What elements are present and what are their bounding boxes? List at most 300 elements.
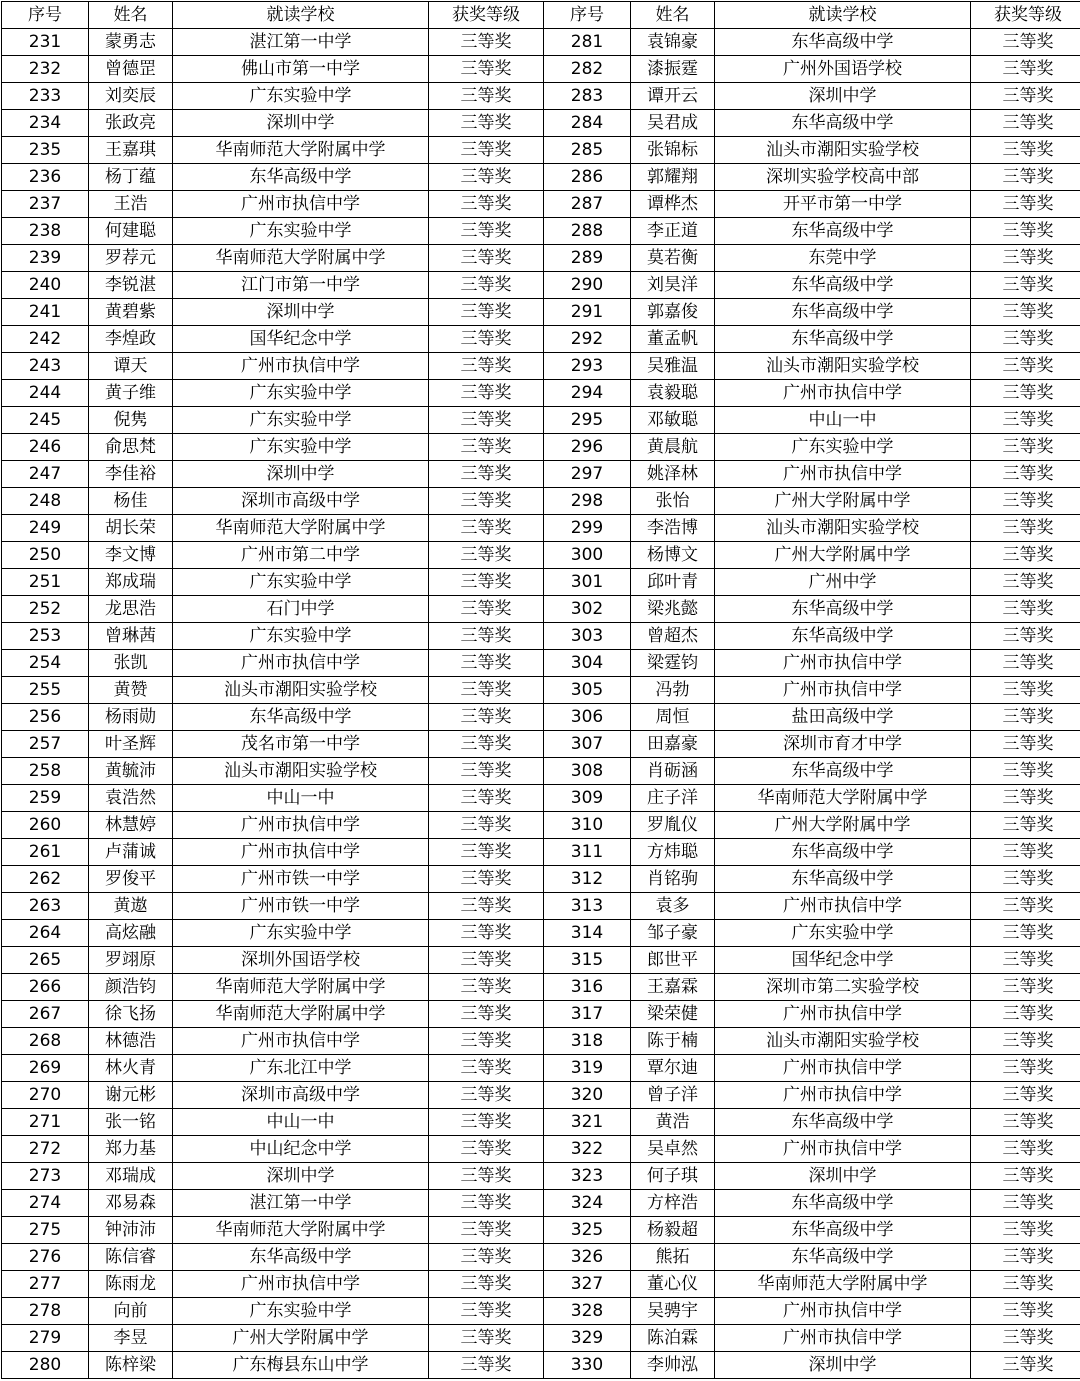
- cell-number: 297: [544, 461, 631, 488]
- table-row: [2, 623, 1080, 650]
- table-row: [2, 137, 1080, 164]
- cell-number: 310: [544, 812, 631, 839]
- cell-number: 241: [2, 299, 89, 326]
- cell-school: 广州市执信中学: [715, 1136, 971, 1163]
- table-row: [2, 1109, 1080, 1136]
- cell-award-level: 三等奖: [971, 569, 1080, 596]
- cell-award-level: 三等奖: [971, 326, 1080, 353]
- cell-award-level: 三等奖: [971, 272, 1080, 299]
- cell-award-level: 三等奖: [971, 29, 1080, 56]
- cell-award-level: 三等奖: [971, 1109, 1080, 1136]
- cell-number: 281: [544, 29, 631, 56]
- cell-number: 264: [2, 920, 89, 947]
- cell-name: 庄子洋: [631, 785, 715, 812]
- cell-award-level: 三等奖: [429, 1217, 544, 1244]
- cell-school: 广州市执信中学: [715, 1055, 971, 1082]
- cell-award-level: 三等奖: [429, 1082, 544, 1109]
- cell-name: 徐飞扬: [89, 1001, 173, 1028]
- cell-name: 陈信睿: [89, 1244, 173, 1271]
- table-row: [2, 1082, 1080, 1109]
- table-row: [2, 1217, 1080, 1244]
- cell-school: 深圳中学: [173, 1163, 429, 1190]
- cell-name: 李浩博: [631, 515, 715, 542]
- cell-school: 汕头市潮阳实验学校: [715, 353, 971, 380]
- cell-school: 广州市执信中学: [173, 839, 429, 866]
- cell-school: 东华高级中学: [173, 704, 429, 731]
- header-award-level: 获奖等级: [429, 2, 544, 29]
- cell-name: 邹子豪: [631, 920, 715, 947]
- cell-school: 华南师范大学附属中学: [173, 974, 429, 1001]
- cell-number: 234: [2, 110, 89, 137]
- cell-school: 深圳中学: [715, 83, 971, 110]
- cell-school: 东莞中学: [715, 245, 971, 272]
- cell-number: 257: [2, 731, 89, 758]
- table-row: [2, 785, 1080, 812]
- cell-name: 张政亮: [89, 110, 173, 137]
- cell-school: 广州市执信中学: [715, 677, 971, 704]
- cell-number: 302: [544, 596, 631, 623]
- cell-number: 305: [544, 677, 631, 704]
- cell-school: 国华纪念中学: [715, 947, 971, 974]
- cell-school: 中山一中: [715, 407, 971, 434]
- cell-school: 汕头市潮阳实验学校: [715, 137, 971, 164]
- cell-number: 317: [544, 1001, 631, 1028]
- cell-award-level: 三等奖: [971, 1190, 1080, 1217]
- cell-school: 广东实验中学: [173, 380, 429, 407]
- table-row: [2, 245, 1080, 272]
- cell-number: 290: [544, 272, 631, 299]
- table-row: [2, 1271, 1080, 1298]
- cell-school: 华南师范大学附属中学: [173, 515, 429, 542]
- cell-award-level: 三等奖: [429, 1244, 544, 1271]
- cell-school: 广州大学附属中学: [173, 1325, 429, 1352]
- cell-award-level: 三等奖: [971, 812, 1080, 839]
- cell-school: 汕头市潮阳实验学校: [173, 758, 429, 785]
- cell-award-level: 三等奖: [429, 677, 544, 704]
- cell-award-level: 三等奖: [429, 569, 544, 596]
- cell-number: 282: [544, 56, 631, 83]
- cell-award-level: 三等奖: [971, 56, 1080, 83]
- table-row: [2, 650, 1080, 677]
- cell-name: 邱叶青: [631, 569, 715, 596]
- cell-award-level: 三等奖: [971, 758, 1080, 785]
- cell-award-level: 三等奖: [429, 1352, 544, 1379]
- cell-number: 273: [2, 1163, 89, 1190]
- cell-number: 274: [2, 1190, 89, 1217]
- cell-number: 308: [544, 758, 631, 785]
- cell-name: 曾子洋: [631, 1082, 715, 1109]
- cell-school: 中山一中: [173, 1109, 429, 1136]
- cell-number: 248: [2, 488, 89, 515]
- table-row: [2, 1298, 1080, 1325]
- cell-award-level: 三等奖: [971, 1217, 1080, 1244]
- cell-award-level: 三等奖: [429, 947, 544, 974]
- cell-school: 东华高级中学: [715, 29, 971, 56]
- cell-name: 邓敏聪: [631, 407, 715, 434]
- cell-number: 271: [2, 1109, 89, 1136]
- cell-award-level: 三等奖: [971, 920, 1080, 947]
- cell-school: 广州市执信中学: [715, 380, 971, 407]
- cell-name: 刘奕辰: [89, 83, 173, 110]
- cell-name: 杨佳: [89, 488, 173, 515]
- cell-number: 315: [544, 947, 631, 974]
- cell-award-level: 三等奖: [429, 596, 544, 623]
- cell-school: 广东实验中学: [173, 920, 429, 947]
- cell-number: 240: [2, 272, 89, 299]
- cell-school: 汕头市潮阳实验学校: [173, 677, 429, 704]
- header-school: 就读学校: [173, 2, 429, 29]
- cell-number: 283: [544, 83, 631, 110]
- cell-school: 东华高级中学: [715, 758, 971, 785]
- cell-number: 244: [2, 380, 89, 407]
- cell-school: 江门市第一中学: [173, 272, 429, 299]
- table-row: [2, 218, 1080, 245]
- table-row: [2, 434, 1080, 461]
- table-row: [2, 569, 1080, 596]
- cell-award-level: 三等奖: [971, 785, 1080, 812]
- cell-award-level: 三等奖: [429, 83, 544, 110]
- cell-number: 309: [544, 785, 631, 812]
- cell-number: 313: [544, 893, 631, 920]
- cell-number: 278: [2, 1298, 89, 1325]
- cell-number: 285: [544, 137, 631, 164]
- cell-school: 东华高级中学: [715, 1244, 971, 1271]
- table-row: [2, 299, 1080, 326]
- cell-school: 深圳中学: [715, 1163, 971, 1190]
- cell-name: 罗翊原: [89, 947, 173, 974]
- cell-name: 陈雨龙: [89, 1271, 173, 1298]
- cell-award-level: 三等奖: [971, 974, 1080, 1001]
- cell-award-level: 三等奖: [429, 650, 544, 677]
- cell-school: 广东实验中学: [715, 920, 971, 947]
- cell-number: 321: [544, 1109, 631, 1136]
- cell-name: 姚泽林: [631, 461, 715, 488]
- cell-school: 广州市执信中学: [173, 812, 429, 839]
- cell-number: 270: [2, 1082, 89, 1109]
- cell-name: 吴雅温: [631, 353, 715, 380]
- table-row: [2, 1136, 1080, 1163]
- cell-number: 300: [544, 542, 631, 569]
- cell-number: 322: [544, 1136, 631, 1163]
- cell-number: 250: [2, 542, 89, 569]
- cell-name: 周恒: [631, 704, 715, 731]
- cell-name: 张怡: [631, 488, 715, 515]
- cell-number: 247: [2, 461, 89, 488]
- cell-school: 华南师范大学附属中学: [173, 1217, 429, 1244]
- cell-number: 293: [544, 353, 631, 380]
- table-row: [2, 110, 1080, 137]
- cell-name: 杨雨勋: [89, 704, 173, 731]
- cell-name: 黄毓沛: [89, 758, 173, 785]
- cell-name: 向前: [89, 1298, 173, 1325]
- cell-award-level: 三等奖: [971, 407, 1080, 434]
- cell-number: 245: [2, 407, 89, 434]
- table-row: [2, 1244, 1080, 1271]
- header-row: [2, 2, 1080, 29]
- cell-school: 广州市执信中学: [173, 650, 429, 677]
- cell-award-level: 三等奖: [971, 83, 1080, 110]
- cell-number: 276: [2, 1244, 89, 1271]
- cell-school: 佛山市第一中学: [173, 56, 429, 83]
- cell-name: 叶圣辉: [89, 731, 173, 758]
- cell-name: 黄子维: [89, 380, 173, 407]
- cell-school: 开平市第一中学: [715, 191, 971, 218]
- cell-school: 广州大学附属中学: [715, 812, 971, 839]
- cell-school: 广州市执信中学: [173, 191, 429, 218]
- cell-name: 李佳裕: [89, 461, 173, 488]
- cell-award-level: 三等奖: [971, 1352, 1080, 1379]
- cell-number: 279: [2, 1325, 89, 1352]
- cell-number: 259: [2, 785, 89, 812]
- cell-name: 罗胤仪: [631, 812, 715, 839]
- cell-award-level: 三等奖: [971, 1298, 1080, 1325]
- cell-award-level: 三等奖: [429, 920, 544, 947]
- header-school: 就读学校: [715, 2, 971, 29]
- cell-school: 广州市执信中学: [173, 1028, 429, 1055]
- table-row: [2, 83, 1080, 110]
- cell-name: 龙思浩: [89, 596, 173, 623]
- cell-award-level: 三等奖: [429, 29, 544, 56]
- cell-school: 汕头市潮阳实验学校: [715, 1028, 971, 1055]
- cell-school: 深圳市第二实验学校: [715, 974, 971, 1001]
- cell-award-level: 三等奖: [429, 1190, 544, 1217]
- cell-award-level: 三等奖: [429, 326, 544, 353]
- cell-school: 华南师范大学附属中学: [173, 137, 429, 164]
- cell-name: 方炜聪: [631, 839, 715, 866]
- cell-name: 梁霆钧: [631, 650, 715, 677]
- cell-number: 246: [2, 434, 89, 461]
- cell-name: 邓易森: [89, 1190, 173, 1217]
- cell-name: 李煌政: [89, 326, 173, 353]
- cell-award-level: 三等奖: [429, 488, 544, 515]
- header-name: 姓名: [89, 2, 173, 29]
- cell-award-level: 三等奖: [429, 515, 544, 542]
- cell-award-level: 三等奖: [971, 542, 1080, 569]
- cell-school: 广州市铁一中学: [173, 866, 429, 893]
- cell-award-level: 三等奖: [429, 812, 544, 839]
- cell-number: 301: [544, 569, 631, 596]
- cell-award-level: 三等奖: [971, 461, 1080, 488]
- table-row: [2, 407, 1080, 434]
- cell-name: 郑力基: [89, 1136, 173, 1163]
- header-award-level: 获奖等级: [971, 2, 1080, 29]
- cell-name: 李昱: [89, 1325, 173, 1352]
- cell-school: 中山一中: [173, 785, 429, 812]
- cell-school: 深圳中学: [173, 299, 429, 326]
- cell-number: 235: [2, 137, 89, 164]
- cell-name: 黄碧紫: [89, 299, 173, 326]
- cell-name: 谭天: [89, 353, 173, 380]
- table-row: [2, 704, 1080, 731]
- cell-award-level: 三等奖: [971, 839, 1080, 866]
- cell-name: 何子琪: [631, 1163, 715, 1190]
- cell-school: 华南师范大学附属中学: [173, 245, 429, 272]
- cell-school: 茂名市第一中学: [173, 731, 429, 758]
- cell-number: 319: [544, 1055, 631, 1082]
- cell-name: 董孟帆: [631, 326, 715, 353]
- cell-award-level: 三等奖: [971, 866, 1080, 893]
- cell-name: 漆振霆: [631, 56, 715, 83]
- cell-award-level: 三等奖: [429, 245, 544, 272]
- cell-award-level: 三等奖: [971, 299, 1080, 326]
- cell-number: 288: [544, 218, 631, 245]
- cell-name: 李帅泓: [631, 1352, 715, 1379]
- cell-award-level: 三等奖: [971, 1163, 1080, 1190]
- cell-award-level: 三等奖: [971, 1325, 1080, 1352]
- cell-number: 294: [544, 380, 631, 407]
- cell-award-level: 三等奖: [429, 353, 544, 380]
- header-number: 序号: [544, 2, 631, 29]
- cell-award-level: 三等奖: [429, 1055, 544, 1082]
- cell-school: 广州市执信中学: [173, 353, 429, 380]
- cell-name: 杨毅超: [631, 1217, 715, 1244]
- cell-school: 广东实验中学: [173, 1298, 429, 1325]
- cell-award-level: 三等奖: [971, 434, 1080, 461]
- cell-name: 王嘉霖: [631, 974, 715, 1001]
- cell-number: 314: [544, 920, 631, 947]
- cell-number: 311: [544, 839, 631, 866]
- cell-name: 林火青: [89, 1055, 173, 1082]
- cell-school: 深圳外国语学校: [173, 947, 429, 974]
- table-row: [2, 488, 1080, 515]
- cell-school: 华南师范大学附属中学: [173, 1001, 429, 1028]
- cell-school: 广州外国语学校: [715, 56, 971, 83]
- cell-number: 324: [544, 1190, 631, 1217]
- cell-award-level: 三等奖: [971, 1244, 1080, 1271]
- cell-number: 286: [544, 164, 631, 191]
- cell-school: 东华高级中学: [173, 164, 429, 191]
- cell-name: 袁毅聪: [631, 380, 715, 407]
- cell-award-level: 三等奖: [429, 785, 544, 812]
- cell-number: 295: [544, 407, 631, 434]
- cell-school: 广州市执信中学: [715, 893, 971, 920]
- cell-name: 李锐湛: [89, 272, 173, 299]
- cell-name: 王浩: [89, 191, 173, 218]
- cell-award-level: 三等奖: [971, 137, 1080, 164]
- cell-school: 汕头市潮阳实验学校: [715, 515, 971, 542]
- cell-award-level: 三等奖: [429, 272, 544, 299]
- cell-award-level: 三等奖: [971, 110, 1080, 137]
- cell-school: 广东北江中学: [173, 1055, 429, 1082]
- cell-award-level: 三等奖: [429, 542, 544, 569]
- cell-number: 328: [544, 1298, 631, 1325]
- cell-school: 广东实验中学: [173, 407, 429, 434]
- cell-award-level: 三等奖: [429, 1298, 544, 1325]
- cell-school: 东华高级中学: [715, 866, 971, 893]
- cell-number: 291: [544, 299, 631, 326]
- cell-school: 东华高级中学: [715, 596, 971, 623]
- cell-name: 李正道: [631, 218, 715, 245]
- table-row: [2, 191, 1080, 218]
- cell-name: 吴卓然: [631, 1136, 715, 1163]
- cell-school: 广东梅县东山中学: [173, 1352, 429, 1379]
- header-number: 序号: [2, 2, 89, 29]
- cell-award-level: 三等奖: [429, 218, 544, 245]
- cell-number: 243: [2, 353, 89, 380]
- cell-name: 方梓浩: [631, 1190, 715, 1217]
- cell-number: 253: [2, 623, 89, 650]
- cell-number: 296: [544, 434, 631, 461]
- cell-name: 张凯: [89, 650, 173, 677]
- table-row: [2, 461, 1080, 488]
- cell-award-level: 三等奖: [429, 839, 544, 866]
- cell-name: 董心仪: [631, 1271, 715, 1298]
- cell-name: 钟沛沛: [89, 1217, 173, 1244]
- cell-name: 田嘉豪: [631, 731, 715, 758]
- table-body: [2, 29, 1080, 1379]
- cell-school: 国华纪念中学: [173, 326, 429, 353]
- cell-award-level: 三等奖: [429, 299, 544, 326]
- cell-award-level: 三等奖: [429, 974, 544, 1001]
- cell-number: 239: [2, 245, 89, 272]
- cell-number: 260: [2, 812, 89, 839]
- table-row: [2, 1325, 1080, 1352]
- cell-school: 东华高级中学: [715, 1109, 971, 1136]
- cell-number: 287: [544, 191, 631, 218]
- table-row: [2, 812, 1080, 839]
- cell-award-level: 三等奖: [971, 731, 1080, 758]
- cell-award-level: 三等奖: [971, 704, 1080, 731]
- cell-number: 327: [544, 1271, 631, 1298]
- cell-school: 中山纪念中学: [173, 1136, 429, 1163]
- cell-award-level: 三等奖: [971, 515, 1080, 542]
- cell-award-level: 三等奖: [971, 596, 1080, 623]
- cell-school: 东华高级中学: [173, 1244, 429, 1271]
- cell-number: 256: [2, 704, 89, 731]
- cell-award-level: 三等奖: [971, 947, 1080, 974]
- cell-number: 289: [544, 245, 631, 272]
- cell-award-level: 三等奖: [971, 353, 1080, 380]
- cell-award-level: 三等奖: [971, 164, 1080, 191]
- cell-number: 320: [544, 1082, 631, 1109]
- cell-school: 广州市第二中学: [173, 542, 429, 569]
- cell-name: 黄遨: [89, 893, 173, 920]
- cell-name: 覃尔迪: [631, 1055, 715, 1082]
- cell-name: 杨博文: [631, 542, 715, 569]
- cell-award-level: 三等奖: [429, 731, 544, 758]
- cell-school: 华南师范大学附属中学: [715, 1271, 971, 1298]
- cell-name: 胡长荣: [89, 515, 173, 542]
- cell-school: 东华高级中学: [715, 299, 971, 326]
- cell-number: 303: [544, 623, 631, 650]
- cell-number: 316: [544, 974, 631, 1001]
- table-row: [2, 1055, 1080, 1082]
- cell-award-level: 三等奖: [429, 1028, 544, 1055]
- cell-school: 东华高级中学: [715, 326, 971, 353]
- cell-number: 312: [544, 866, 631, 893]
- awards-table: [1, 1, 1080, 1379]
- cell-school: 东华高级中学: [715, 218, 971, 245]
- table-row: [2, 272, 1080, 299]
- cell-name: 吴君成: [631, 110, 715, 137]
- cell-school: 广州市铁一中学: [173, 893, 429, 920]
- cell-school: 广东实验中学: [715, 434, 971, 461]
- cell-number: 323: [544, 1163, 631, 1190]
- cell-number: 299: [544, 515, 631, 542]
- cell-school: 东华高级中学: [715, 1190, 971, 1217]
- cell-name: 熊拓: [631, 1244, 715, 1271]
- cell-award-level: 三等奖: [429, 380, 544, 407]
- cell-school: 东华高级中学: [715, 623, 971, 650]
- cell-award-level: 三等奖: [429, 1136, 544, 1163]
- cell-number: 306: [544, 704, 631, 731]
- cell-number: 233: [2, 83, 89, 110]
- table-row: [2, 596, 1080, 623]
- cell-number: 265: [2, 947, 89, 974]
- cell-name: 颜浩钧: [89, 974, 173, 1001]
- cell-name: 倪隽: [89, 407, 173, 434]
- cell-award-level: 三等奖: [429, 434, 544, 461]
